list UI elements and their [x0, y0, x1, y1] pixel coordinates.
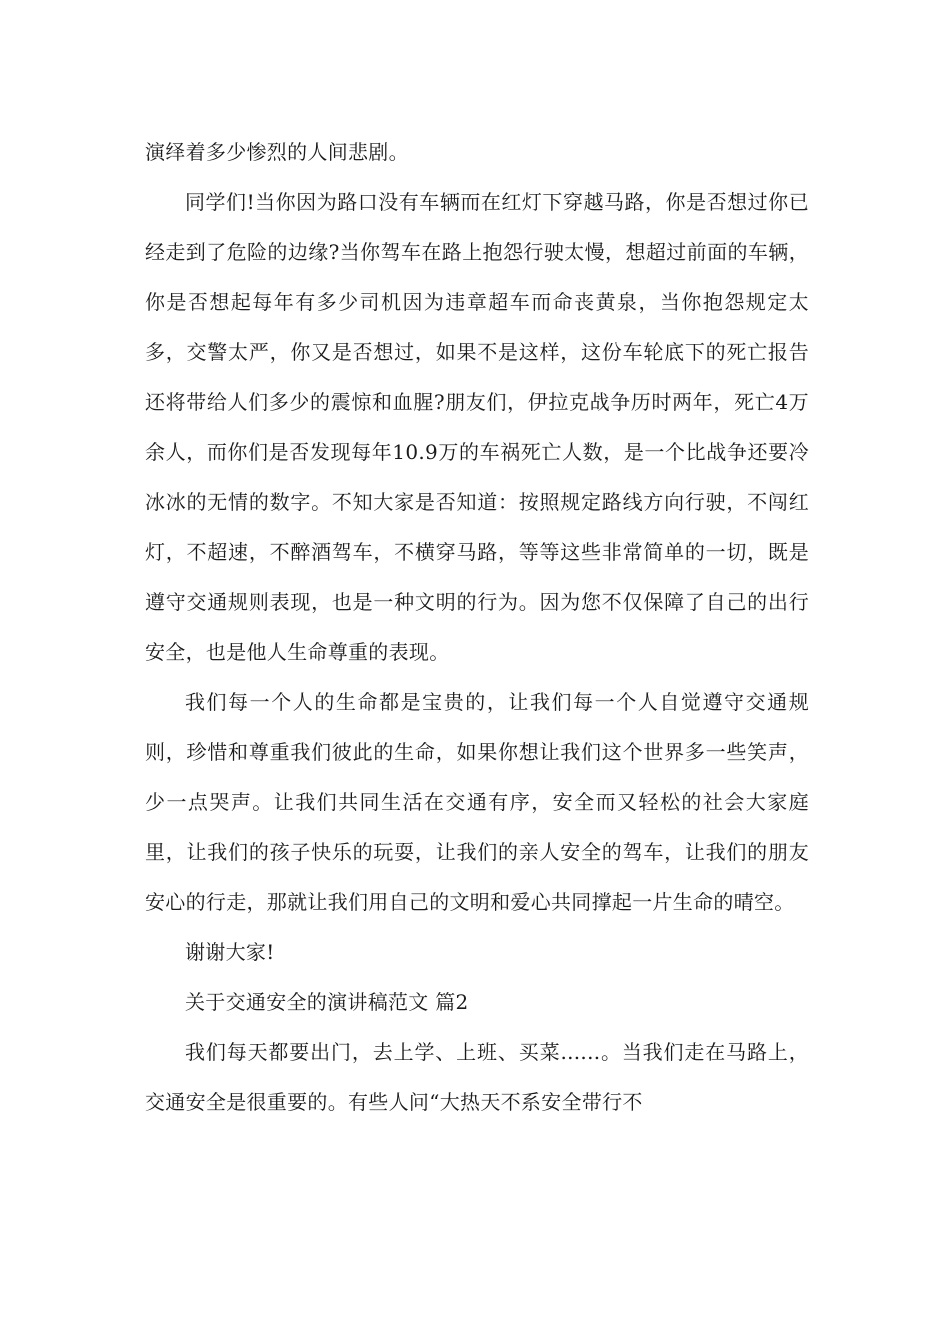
paragraph-continuation: 演绎着多少惨烈的人间悲剧。 [145, 140, 409, 164]
paragraph-traffic-warning: 同学们!当你因为路口没有车辆而在红灯下穿越马路，你是否想过你已经走到了危险的边缘?当你驾车在路上抱怨行驶太慢，想超过前面的车辆，你是否想起每年有多少司机因为违章超车而命丧黄泉，当你抱怨规定太多，交警太严，你又是否想过，如果不是这样，这份车轮底下的死亡报告还将带给人们多少的震惊和血腥?朋友们，伊拉克战争历时两年，死亡4万余人，而你们是否发现每年10.9万的车祸死亡人数，是一个比战争还要冷冰冰的无情的数字。不知大家是否知道：按照规定路线方向行驶，不闯红灯，不超速，不醉酒驾车，不横穿马路，等等这些非常简单的一切，既是遵守交通规则表现，也是一种文明的行为。因为您不仅保障了自己的出行安全，也是他人生命尊重的表现。 [145, 190, 809, 664]
section-heading: 关于交通安全的演讲稿范文 篇2 [185, 990, 469, 1014]
paragraph-speech-2-opening: 我们每天都要出门，去上学、上班、买菜......。当我们走在马路上，交通安全是很重要的。有些人问“大热天不系安全带行不 [145, 1040, 809, 1114]
paragraph-cherish-life: 我们每一个人的生命都是宝贵的，让我们每一个人自觉遵守交通规则，珍惜和尊重我们彼此的生命，如果你想让我们这个世界多一些笑声，少一点哭声。让我们共同生活在交通有序，安全而又轻松的社会大家庭里，让我们的孩子快乐的玩耍，让我们的亲人安全的驾车，让我们的朋友安心的行走，那就让我们用自己的文明和爱心共同撑起一片生命的晴空。 [145, 690, 809, 914]
document-body [145, 127, 809, 1127]
paragraph-thanks: 谢谢大家! [185, 940, 275, 964]
